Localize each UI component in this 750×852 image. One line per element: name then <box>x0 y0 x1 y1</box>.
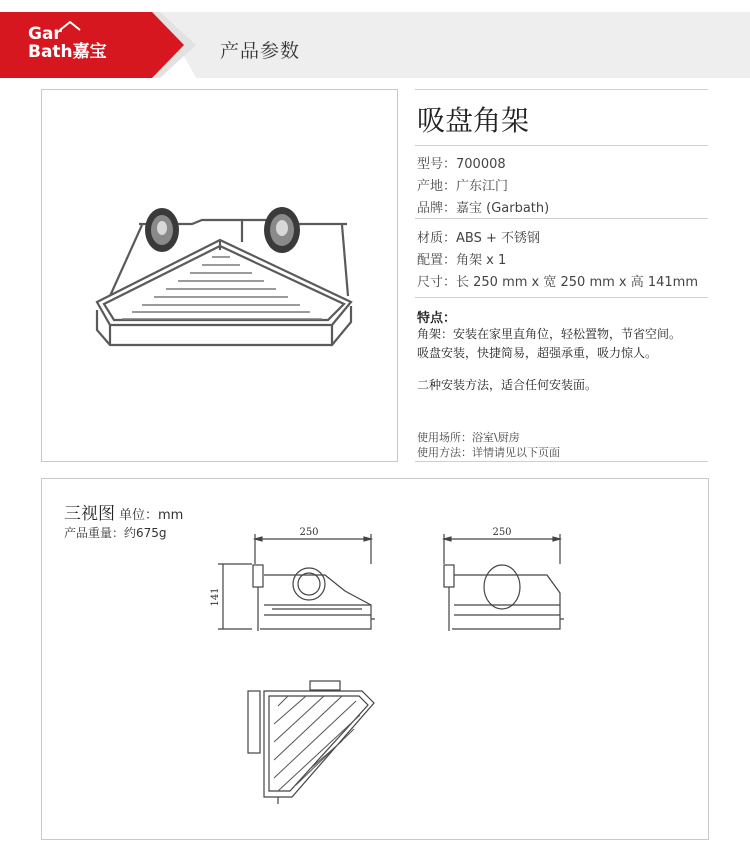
spec-origin: 产地：广东江门 <box>417 179 509 194</box>
usage-place: 使用场所：浴室\厨房 <box>417 431 520 444</box>
spec-config: 配置：角架 x 1 <box>417 253 507 268</box>
dim-side-width: 250 <box>492 527 512 538</box>
logo-line-2: Bath嘉宝 <box>28 42 107 62</box>
feature-line: 二种安装方法，适合任何安装面。 <box>417 378 598 392</box>
technical-drawings <box>42 479 708 839</box>
suction-cup-left-icon <box>145 208 179 252</box>
dim-front-width: 250 <box>299 527 319 538</box>
divider <box>415 89 708 90</box>
spec-material: 材质：ABS + 不锈钢 <box>417 231 540 246</box>
product-name: 吸盘角架 <box>417 104 530 137</box>
divider <box>415 218 708 219</box>
product-weight: 产品重量：约675g <box>64 526 167 540</box>
spec-size: 尺寸：长 250 mm x 宽 250 mm x 高 141mm <box>417 275 698 290</box>
dim-front-height: 141 <box>210 587 221 607</box>
usage-method: 使用方法：详情请见以下页面 <box>417 446 560 459</box>
logo-line-1: Gar <box>28 24 62 44</box>
suction-cup-right-icon <box>264 207 300 253</box>
three-views-panel <box>41 478 709 840</box>
unit-label: 单位：mm <box>119 508 184 523</box>
product-image-panel <box>41 89 398 462</box>
features-title: 特点： <box>417 311 457 326</box>
header-background <box>0 0 750 96</box>
divider <box>415 145 708 146</box>
brand-logo <box>28 25 107 61</box>
spec-model: 型号：700008 <box>417 157 506 172</box>
divider <box>415 461 708 462</box>
spec-brand: 品牌：嘉宝 (Garbath) <box>417 201 550 216</box>
page-header <box>0 0 750 96</box>
divider <box>415 297 708 298</box>
views-title-text: 三视图 <box>64 504 115 524</box>
feature-line: 角架：安装在家里直角位，轻松置物，节省空间。 <box>417 327 682 341</box>
feature-line: 吸盘安装，快捷简易，超强承重，吸力惊人。 <box>417 346 658 360</box>
corner-rack-photo <box>42 90 397 461</box>
page-title: 产品参数 <box>220 40 301 62</box>
